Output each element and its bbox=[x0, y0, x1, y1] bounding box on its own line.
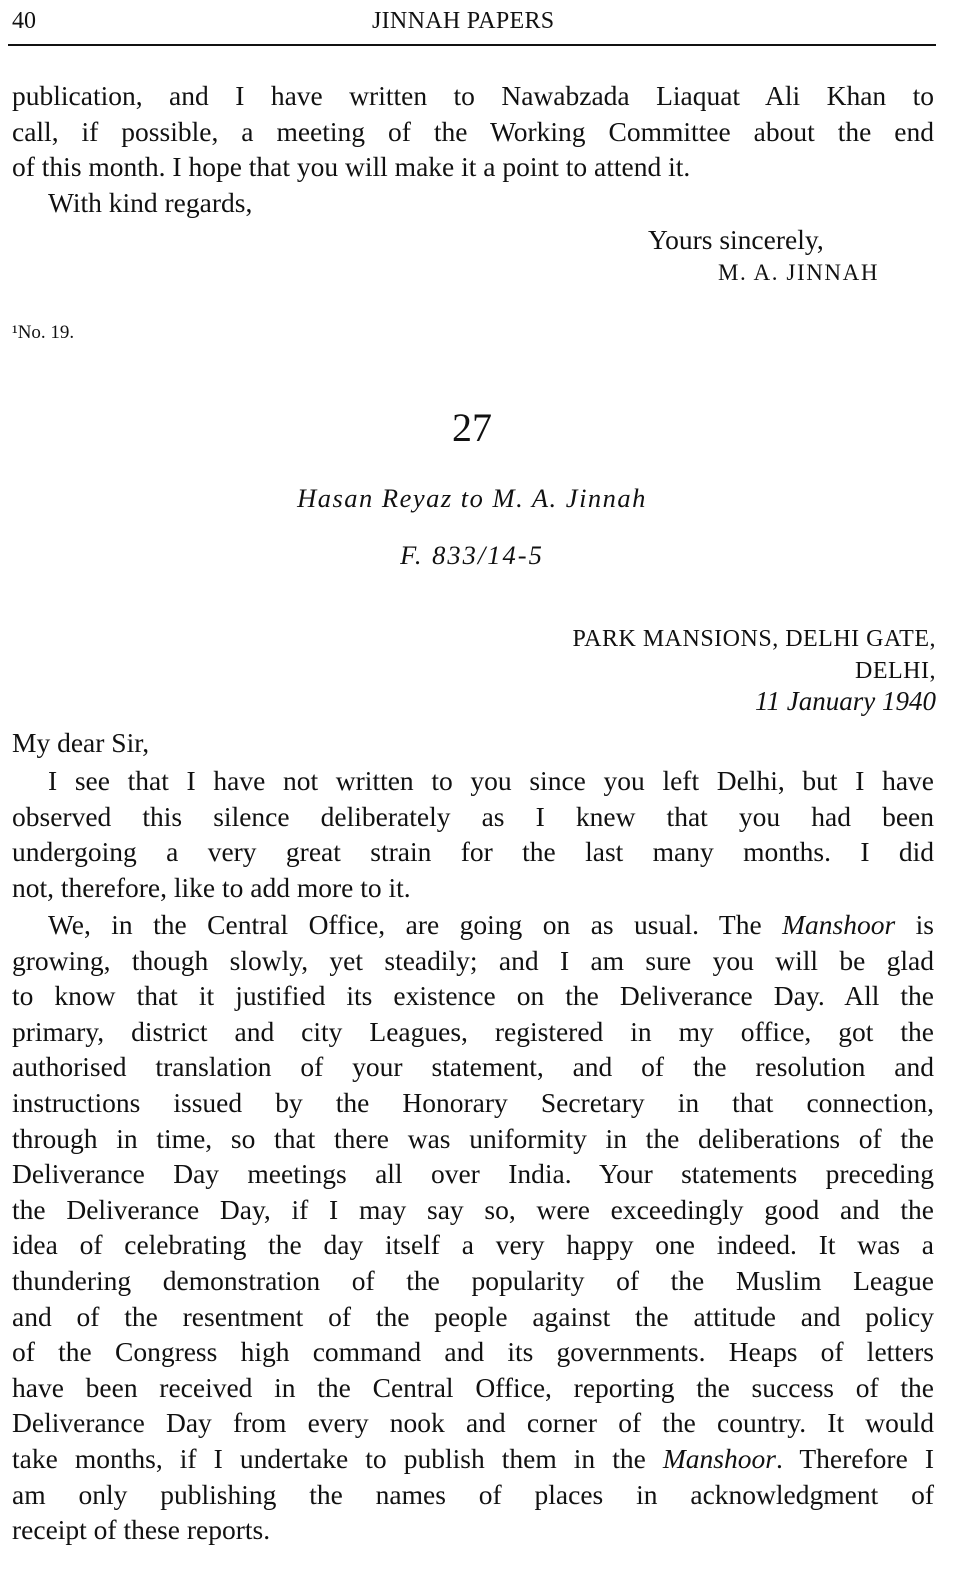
signature: M. A. JINNAH bbox=[718, 260, 880, 285]
text-line: primary, district and city Leagues, registered in my office, got the bbox=[12, 1015, 934, 1047]
address-line-1: PARK MANSIONS, DELHI GATE, bbox=[572, 626, 936, 652]
document-number: 27 bbox=[452, 405, 492, 450]
paragraph-2 bbox=[12, 907, 934, 1548]
header-rule bbox=[8, 44, 936, 46]
regards-line: With kind regards, bbox=[48, 186, 253, 218]
text-line: have been received in the Central Office, reporting the success of the bbox=[12, 1371, 934, 1403]
text-line: instructions issued by the Honorary Secretary in that connection, bbox=[12, 1086, 934, 1118]
text-line: authorised translation of your statement, and of the resolution and bbox=[12, 1051, 934, 1083]
text-line: thundering demonstration of the popularity of the Muslim League bbox=[12, 1264, 934, 1296]
text-line: receipt of these reports. bbox=[12, 1514, 271, 1546]
text-line: We, in the Central Office, are going on as usual. The Manshoor is bbox=[48, 909, 934, 940]
text-line: growing, though slowly, yet steadily; and I am sure you will be glad bbox=[12, 944, 934, 976]
text-line: take months, if I undertake to publish them in the Manshoor. Therefore I bbox=[12, 1442, 934, 1474]
text-line: observed this silence deliberately as I knew that you had been bbox=[12, 800, 934, 832]
address-line-2: DELHI, bbox=[855, 658, 936, 684]
text-line: to know that it justified its existence on the Deliverance Day. All the bbox=[12, 980, 934, 1012]
text-line: and of the resentment of the people against the attitude and policy bbox=[12, 1300, 934, 1332]
text-line: undergoing a very great strain for the last many months. I did bbox=[12, 836, 934, 868]
text-line: the Deliverance Day, if I may say so, were exceedingly good and the bbox=[12, 1193, 934, 1225]
text-line: idea of celebrating the day itself a very happy one indeed. It was a bbox=[12, 1229, 934, 1261]
text-line: am only publishing the names of places in acknowledgment of bbox=[12, 1478, 934, 1510]
continuation-paragraph bbox=[12, 78, 934, 220]
file-reference: F. 833/14-5 bbox=[400, 540, 544, 570]
letter-date: 11 January 1940 bbox=[755, 686, 936, 716]
text-line: of the Congress high command and its governments. Heaps of letters bbox=[12, 1336, 934, 1368]
text-line: of this month. I hope that you will make it a point to attend it. bbox=[12, 151, 691, 183]
text-line: not, therefore, like to add more to it. bbox=[12, 871, 411, 903]
salutation: My dear Sir, bbox=[12, 727, 150, 758]
text-line: Deliverance Day meetings all over India. Your statements preceding bbox=[12, 1158, 934, 1190]
paragraph-1 bbox=[12, 763, 934, 905]
closing-line: Yours sincerely, bbox=[648, 224, 824, 255]
text-line: through in time, so that there was uniformity in the deliberations of the bbox=[12, 1122, 934, 1154]
text-line: Deliverance Day from every nook and corner of the country. It would bbox=[12, 1407, 934, 1439]
text-line: publication, and I have written to Nawabzada Liaquat Ali Khan to bbox=[12, 80, 934, 111]
page-number: 40 bbox=[12, 8, 36, 34]
text-line: call, if possible, a meeting of the Working Committee about the end bbox=[12, 115, 934, 147]
letter-heading: Hasan Reyaz to M. A. Jinnah bbox=[297, 483, 647, 513]
running-title: JINNAH PAPERS bbox=[372, 8, 555, 34]
text-line: I see that I have not written to you since you left Delhi, but I have bbox=[48, 765, 934, 796]
footnote: ¹No. 19. bbox=[12, 322, 75, 343]
